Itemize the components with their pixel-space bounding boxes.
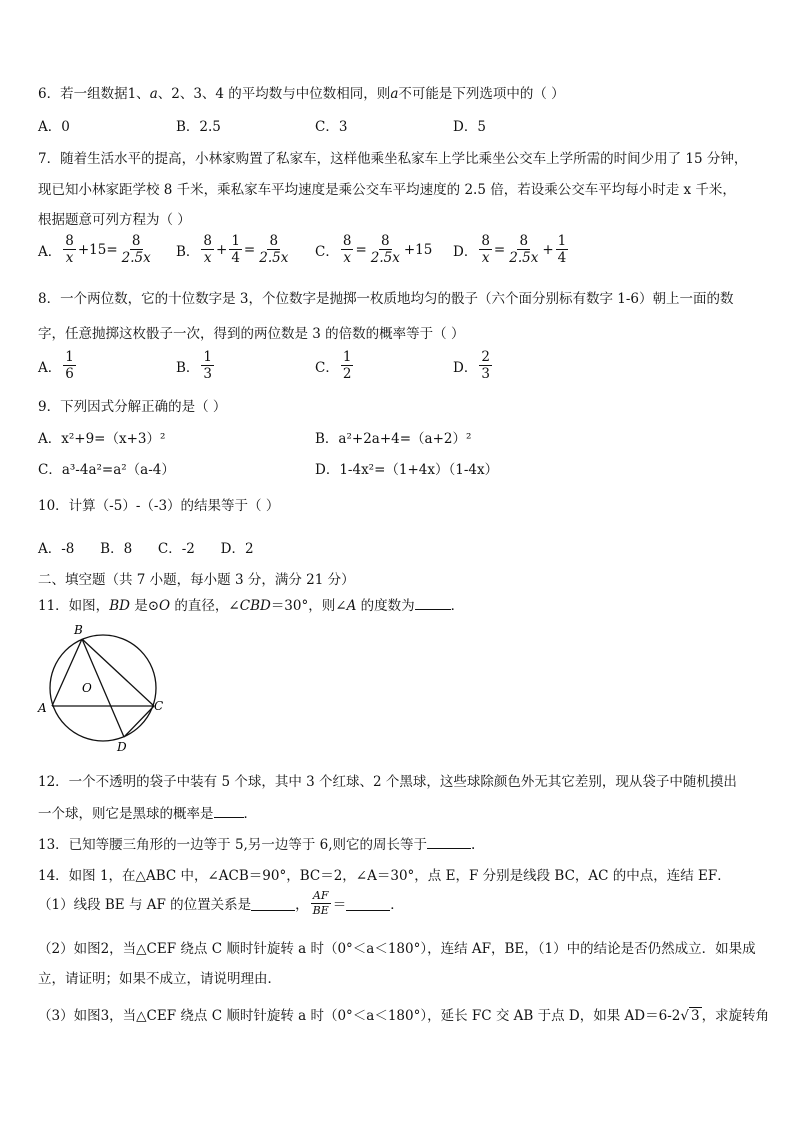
q8-option-c: C． $\frac{1}{2}$ bbox=[315, 349, 352, 383]
q6-option-a: A．0 bbox=[38, 119, 70, 135]
fraction: $\frac{2}{3}$ bbox=[481, 349, 490, 383]
q10-options: A．-8 B．8 C．-2 D．2 bbox=[38, 541, 254, 557]
answer-blank bbox=[427, 848, 471, 849]
q7-option-d: D． $\frac{8}{x}$ = $\frac{8}{2.5x}$ + $\frac{1}{4}$ bbox=[453, 233, 567, 267]
q6-option-c: C．3 bbox=[315, 119, 348, 135]
fraction: $\frac{1}{4}$ bbox=[231, 233, 240, 267]
fraction: $\frac{1}{2}$ bbox=[342, 349, 352, 383]
answer-blank bbox=[251, 896, 295, 911]
q14-part2-line1: （2）如图2，当△CEF 绕点 C 顺时针旋转 a 时（0°＜a＜180°），连结 AF，BE，（1）中的结论是否仍然成立．如果成 bbox=[38, 941, 756, 957]
fraction: $\frac{1}{6}$ bbox=[65, 349, 74, 383]
fraction: $\frac{1}{3}$ bbox=[203, 349, 213, 383]
answer-blank bbox=[214, 817, 244, 818]
label-a: A bbox=[38, 701, 47, 715]
q7-line3: 根据题意可列方程为（ ） bbox=[38, 212, 191, 228]
q8-option-b: B． $\frac{1}{3}$ bbox=[176, 349, 213, 383]
q9-option-c: C．a³-4a²=a²（a-4） bbox=[38, 462, 175, 478]
q9-option-a: A．x²+9=（x+3）² bbox=[38, 431, 166, 447]
fraction: $\frac{8}{x}$ bbox=[481, 233, 490, 267]
answer-blank bbox=[346, 896, 390, 911]
q8-line1: 8．一个两位数，它的十位数字是 3，个位数字是抛掷一枚质地均匀的骰子（六个面分别标有数字 1-6）朝上一面的数 bbox=[38, 291, 734, 307]
section-heading: 二、填空题（共 7 小题，每小题 3 分，满分 21 分） bbox=[38, 572, 355, 588]
q12-line2: 一个球，则它是黑球的概率是 ． bbox=[38, 806, 257, 822]
q6-stem: 6．若一组数据1、a、2、3、4 的平均数与中位数相同，则a不可能是下列选项中的（ ） bbox=[38, 86, 565, 102]
q7-option-c: C． $\frac{8}{x}$ = $\frac{8}{2.5x}$ +15 bbox=[315, 233, 433, 267]
answer-blank bbox=[415, 609, 451, 610]
circle-figure bbox=[36, 620, 170, 755]
fraction: $\frac{8}{2.5x}$ bbox=[259, 233, 289, 267]
q7-option-a: A． $\frac{8}{x}$ +15 = $\frac{8}{2.5x}$ bbox=[38, 233, 151, 267]
q11-stem: 11．如图，BD 是⊙O 的直径，∠CBD＝30°，则∠A 的度数为 ． bbox=[38, 598, 465, 614]
q13-stem: 13．已知等腰三角形的一边等于 5,另一边等于 6,则它的周长等于 . bbox=[38, 837, 476, 853]
q9-stem: 9．下列因式分解正确的是（ ） bbox=[38, 399, 227, 415]
label-d: D bbox=[117, 740, 127, 754]
q14-line1: 14．如图 1，在△ABC 中，∠ACB＝90°，BC＝2，∠A＝30°，点 E，F 分别是线段 BC，AC 的中点，连结 EF． bbox=[38, 868, 731, 884]
fraction: $\frac{8}{x}$ bbox=[203, 233, 213, 267]
q7-line2: 现已知小林家距学校 8 千米，乘私家车平均速度是乘公交车平均速度的 2.5 倍，若设乘公交车平均每小时走 x 千米， bbox=[38, 182, 736, 198]
q9-option-b: B．a²+2a+4=（a+2）² bbox=[315, 431, 472, 447]
q14-part1: （1）线段 BE 与 AF 的位置关系是 ， $\frac{AF}{BE}$ ＝ ． bbox=[38, 889, 404, 917]
sqrt-symbol: √ bbox=[680, 1008, 689, 1024]
q8-line2: 字，任意抛掷这枚骰子一次，得到的两位数是 3 的倍数的概率等于（ ） bbox=[38, 326, 465, 342]
q8-option-d: D． $\frac{2}{3}$ bbox=[453, 349, 490, 383]
q10-stem: 10．计算（-5）-（-3）的结果等于（ ） bbox=[38, 498, 280, 514]
fraction: $\frac{AF}{BE}$ bbox=[312, 889, 329, 917]
q14-part3: （3）如图3，当△CEF 绕点 C 顺时针旋转 a 时（0°＜a＜180°），延长 FC 交 AB 于点 D，如果 AD＝6-2√ 3 ，求旋转角 bbox=[38, 1008, 770, 1024]
label-b: B bbox=[74, 623, 83, 637]
segment-cd bbox=[124, 706, 154, 737]
label-c: C bbox=[154, 699, 164, 713]
q9-option-d: D．1-4x²=（1+4x）（1-4x） bbox=[315, 462, 499, 478]
q8-option-a: A． $\frac{1}{6}$ bbox=[38, 349, 74, 383]
segment-bc bbox=[82, 639, 154, 706]
label-o: O bbox=[82, 681, 92, 695]
q6-option-b: B．2.5 bbox=[176, 119, 221, 135]
q7-line1: 7．随着生活水平的提高，小林家购置了私家车，这样他乘坐私家车上学比乘坐公交车上学所需的时间少用了 15 分钟， bbox=[38, 151, 748, 167]
fraction: $\frac{8}{x}$ bbox=[342, 233, 352, 267]
fraction: $\frac{1}{4}$ bbox=[557, 233, 567, 267]
q7-option-b: B． $\frac{8}{x}$ + $\frac{1}{4}$ = $\frac{8}{2.5x}$ bbox=[176, 233, 289, 267]
fraction: $\frac{8}{x}$ bbox=[65, 233, 74, 267]
fraction: $\frac{8}{2.5x}$ bbox=[370, 233, 400, 267]
q12-line1: 12．一个不透明的袋子中装有 5 个球，其中 3 个红球、2 个黑球，这些球除颜色外无其它差别，现从袋子中随机摸出 bbox=[38, 774, 737, 790]
q6-option-d: D．5 bbox=[453, 119, 486, 135]
fraction: $\frac{8}{2.5x}$ bbox=[121, 233, 151, 267]
fraction: $\frac{8}{2.5x}$ bbox=[509, 233, 539, 267]
q14-part2-line2: 立，请证明；如果不成立，请说明理由． bbox=[38, 971, 281, 987]
